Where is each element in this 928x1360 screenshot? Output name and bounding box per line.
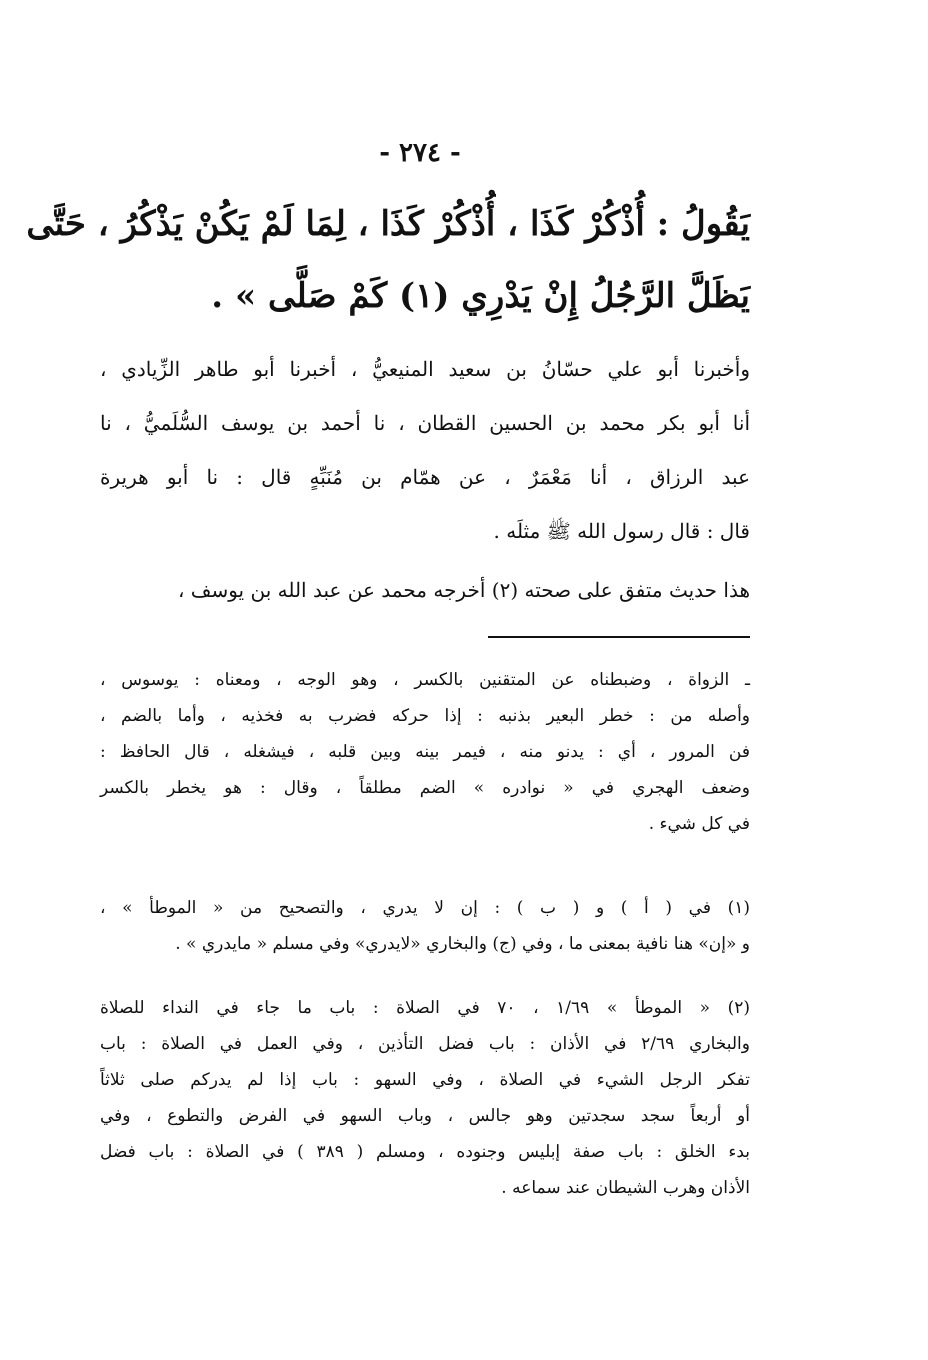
isnad-paragraph bbox=[100, 342, 750, 558]
footnote-line: بدء الخلق : باب صفة إبليس وجنوده ، ومسلم ( ٣٨٩ ) في الصلاة : باب فضل bbox=[100, 1142, 750, 1162]
footnote-2 bbox=[100, 990, 750, 1206]
footnote-line: وضعف الهجري في « نوادره » الضم مطلقاً ، وقال : هو يخطر بالكسر bbox=[100, 778, 750, 798]
footnote-line: و «إن» هنا نافية بمعنى ما ، وفي (ج) والبخاري «لايدري» وفي مسلم « مايدري » . bbox=[175, 934, 750, 954]
footnote-divider bbox=[488, 636, 750, 638]
takhrij-paragraph bbox=[100, 566, 750, 614]
hadith-line: يَقُولُ : أُذْكُرْ كَذَا ، أُذْكُرْ كَذَا ، لِمَا لَمْ يَكُنْ يَذْكُرُ ، حَتَّى bbox=[26, 204, 750, 244]
footnote-line: الأذان وهرب الشيطان عند سماعه . bbox=[501, 1178, 750, 1198]
footnote-line: فن المرور ، أي : يدنو منه ، فيمر بينه وبين قلبه ، فيشغله ، قال الحافظ : bbox=[100, 742, 750, 762]
footnote-line: والبخاري ٢/٦٩ في الأذان : باب فضل التأذين ، وفي العمل في الصلاة : باب bbox=[100, 1034, 750, 1054]
takhrij-line: هذا حديث متفق على صحته (٢) أخرجه محمد عن عبد الله بن يوسف ، bbox=[177, 578, 750, 602]
footnote-line: أو أربعاً سجد سجدتين وهو جالس ، وباب السهو في الفرض والتطوع ، وفي bbox=[100, 1106, 750, 1126]
footnote-line: (٢) « الموطأ » ١/٦٩ ، ٧٠ في الصلاة : باب ما جاء في النداء للصلاة bbox=[100, 998, 751, 1018]
footnote-line: تفكر الرجل الشيء في الصلاة ، وفي السهو : باب إذا لم يدركم صلى ثلاثاً bbox=[100, 1070, 750, 1090]
hadith-text bbox=[26, 188, 750, 332]
isnad-line: وأخبرنا أبو علي حسّانُ بن سعيد المنيعيُّ ، أخبرنا أبو طاهر الزِّيادي ، bbox=[100, 357, 750, 381]
footnote-line: (١) في ( أ ) و ( ب ) : إن لا يدري ، والتصحيح من « الموطأ » ، bbox=[100, 898, 750, 918]
footnote-line: في كل شيء . bbox=[648, 814, 750, 834]
footnote-continuation bbox=[100, 662, 750, 842]
isnad-line: عبد الرزاق ، أنا مَعْمَرٌ ، عن همّام بن مُنَبِّهٍ قال : نا أبو هريرة bbox=[100, 465, 750, 489]
isnad-line: قال : قال رسول الله ﷺ مثلَه . bbox=[493, 519, 750, 543]
isnad-line: أنا أبو بكر محمد بن الحسين القطان ، نا أحمد بن يوسف السُّلَميُّ ، نا bbox=[100, 411, 750, 435]
hadith-line: يَظَلَّ الرَّجُلُ إِنْ يَدْرِي (١) كَمْ صَلَّى » . bbox=[211, 276, 750, 316]
footnote-line: ـ الزواة ، وضبطناه عن المتقنين بالكسر ، وهو الوجه ، ومعناه : يوسوس ، bbox=[100, 670, 750, 690]
footnote-1 bbox=[100, 890, 750, 962]
page-number: - ٢٧٤ - bbox=[379, 138, 461, 168]
footnote-line: وأصله من : خطر البعير بذنبه : إذا حركه فضرب به فخذيه ، وأما بالضم ، bbox=[100, 706, 750, 726]
